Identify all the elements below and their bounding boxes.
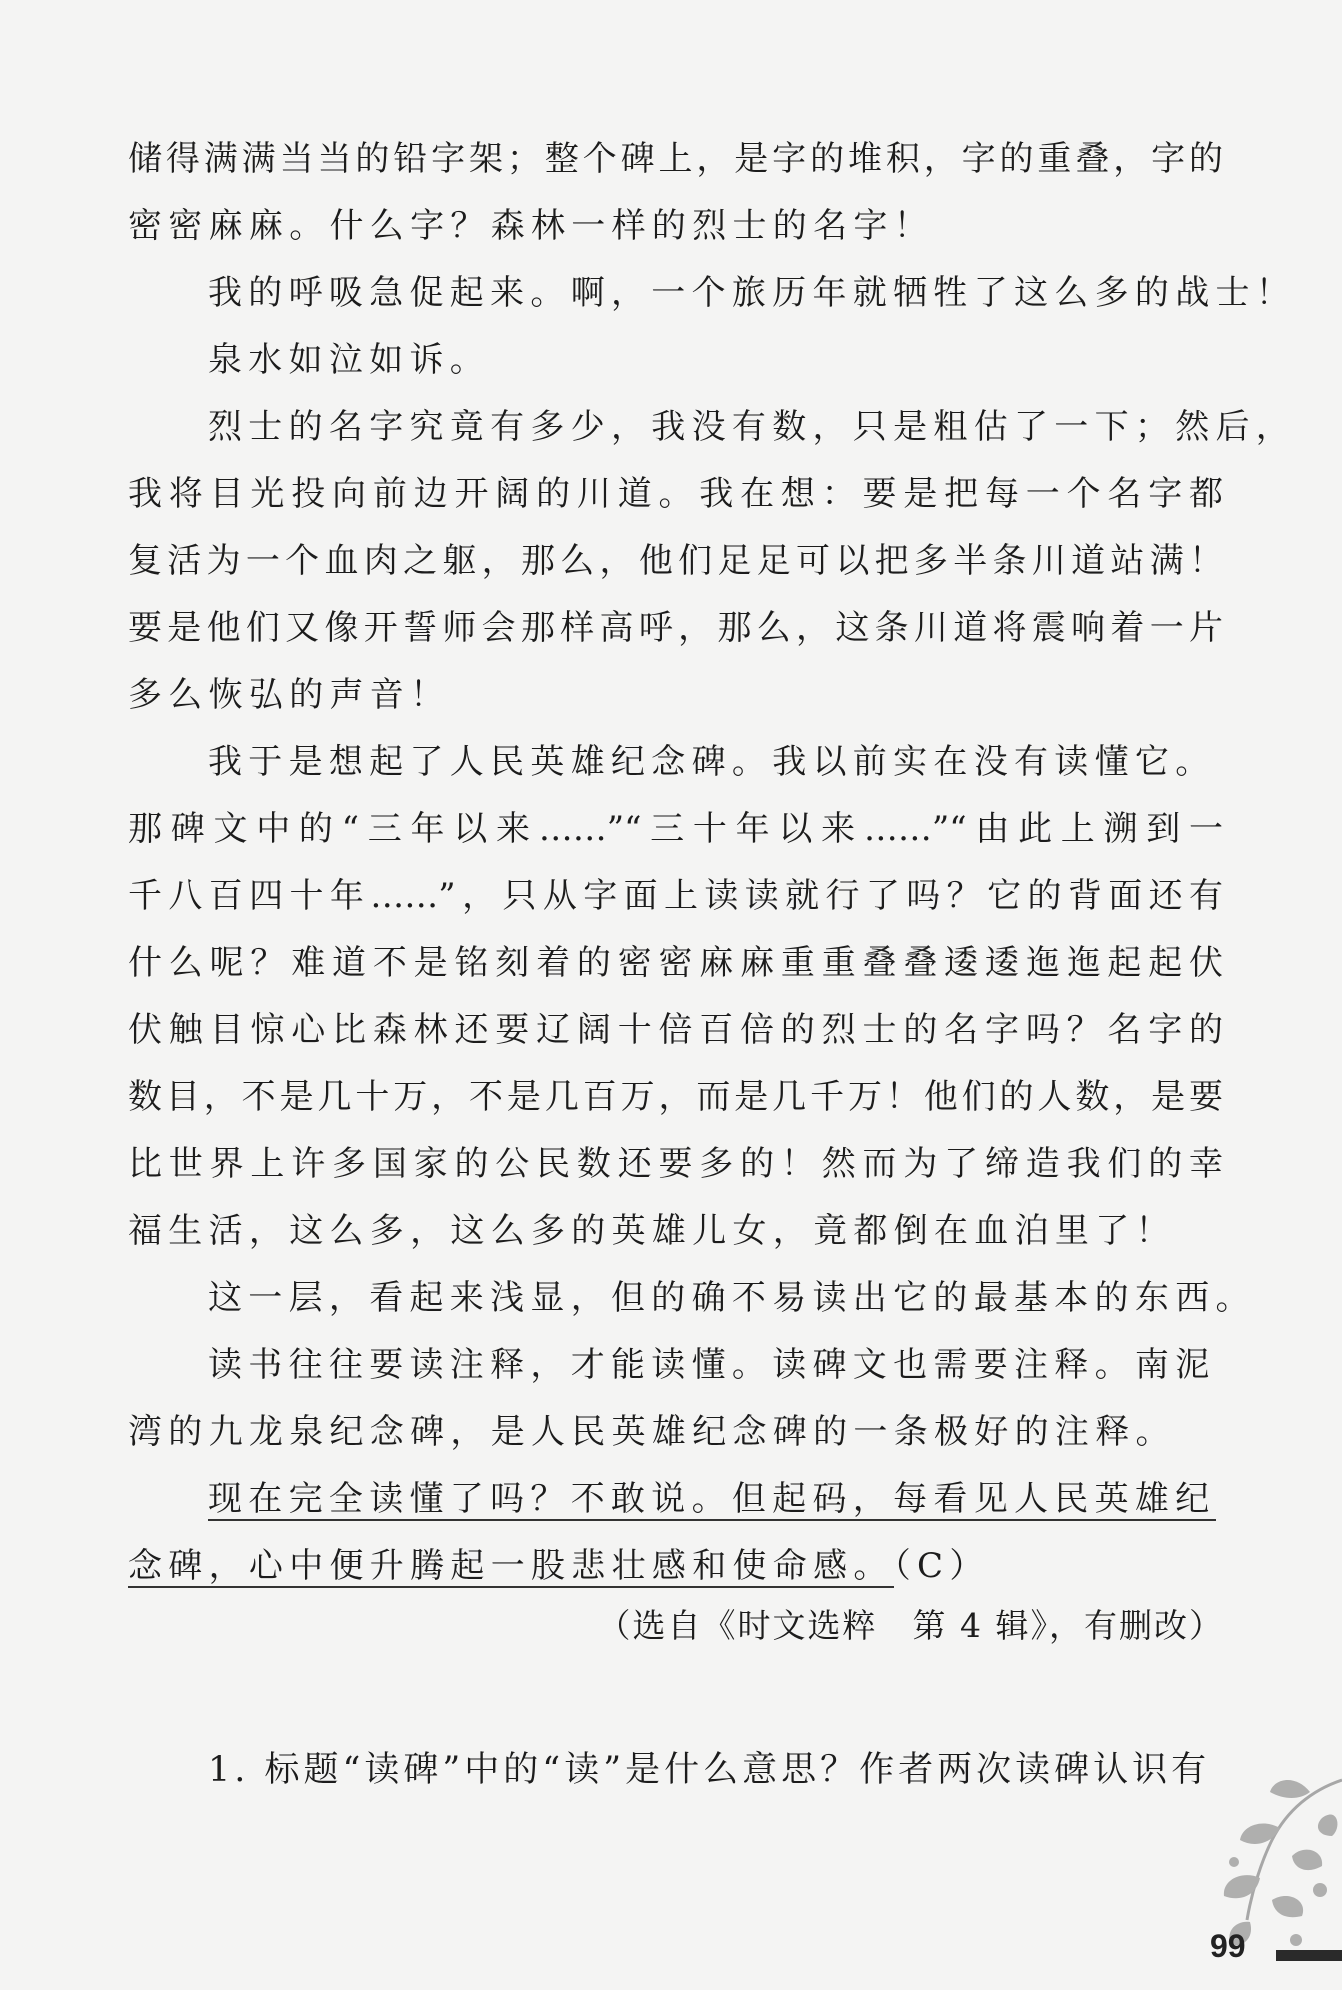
question-1: 1. 标题“读碑”中的“读”是什么意思？作者两次读碑认识有 bbox=[208, 1750, 1211, 1790]
text-line: 要是他们又像开誓师会那样高呼，那么，这条川道将震响着一片 bbox=[128, 608, 1223, 648]
underlined-text: 念碑，心中便升腾起一股悲壮感和使命感。 bbox=[128, 1546, 894, 1586]
underlined-sentence-line bbox=[128, 1466, 1223, 1533]
text-line: 泉水如泣如诉。 bbox=[208, 340, 491, 380]
source-citation: （选自《时文选粹 第 4 辑》，有删改） bbox=[597, 1606, 1224, 1645]
text-line: 读书往往要读注释，才能读懂。读碑文也需要注释。南泥 bbox=[208, 1345, 1216, 1385]
text-line: 储得满满当当的铅字架；整个碑上，是字的堆积，字的重叠，字的 bbox=[128, 139, 1223, 179]
article-body bbox=[128, 126, 1297, 1600]
text-line: 湾的九龙泉纪念碑，是人民英雄纪念碑的一条极好的注释。 bbox=[128, 1412, 1176, 1452]
text-line: 什么呢？难道不是铭刻着的密密麻麻重重叠叠逶逶迤迤起起伏 bbox=[128, 943, 1223, 983]
text-line: 福生活，这么多，这么多的英雄儿女，竟都倒在血泊里了！ bbox=[128, 1211, 1176, 1251]
text-line: 多么恢弘的声音！ bbox=[128, 675, 451, 715]
page-number: 99 bbox=[1210, 1928, 1246, 1964]
text-line: 比世界上许多国家的公民数还要多的！然而为了缔造我们的幸 bbox=[128, 1144, 1223, 1184]
text-line: 我于是想起了人民英雄纪念碑。我以前实在没有读懂它。 bbox=[208, 742, 1216, 782]
text-line: 密密麻麻。什么字？森林一样的烈士的名字！ bbox=[128, 206, 934, 246]
text-line: 复活为一个血肉之躯，那么，他们足足可以把多半条川道站满！ bbox=[128, 541, 1223, 581]
text-line: 千八百四十年……”，只从字面上读读就行了吗？它的背面还有 bbox=[128, 876, 1223, 916]
text-line: 这一层，看起来浅显，但的确不易读出它的最基本的东西。 bbox=[208, 1278, 1256, 1318]
text-line: 伏触目惊心比森林还要辽阔十倍百倍的烈士的名字吗？名字的 bbox=[128, 1010, 1223, 1050]
text-line: 我的呼吸急促起来。啊，一个旅历年就牺牲了这么多的战士！ bbox=[208, 273, 1297, 313]
text-line: 烈士的名字究竟有多少，我没有数，只是粗估了一下；然后， bbox=[208, 407, 1297, 447]
page-number-bar bbox=[1276, 1950, 1342, 1961]
underlined-text: 现在完全读懂了吗？不敢说。但起码，每看见人民英雄纪 bbox=[208, 1479, 1216, 1519]
text-line: 数目，不是几十万，不是几百万，而是几千万！他们的人数，是要 bbox=[128, 1077, 1223, 1117]
text-line: 我将目光投向前边开阔的川道。我在想：要是把每一个名字都 bbox=[128, 474, 1223, 514]
text-line: 那碑文中的“三年以来……”“三十年以来……”“由此上溯到一 bbox=[128, 809, 1223, 849]
underlined-sentence-line bbox=[128, 1533, 1223, 1600]
annotation-mark: （C） bbox=[893, 1546, 990, 1586]
